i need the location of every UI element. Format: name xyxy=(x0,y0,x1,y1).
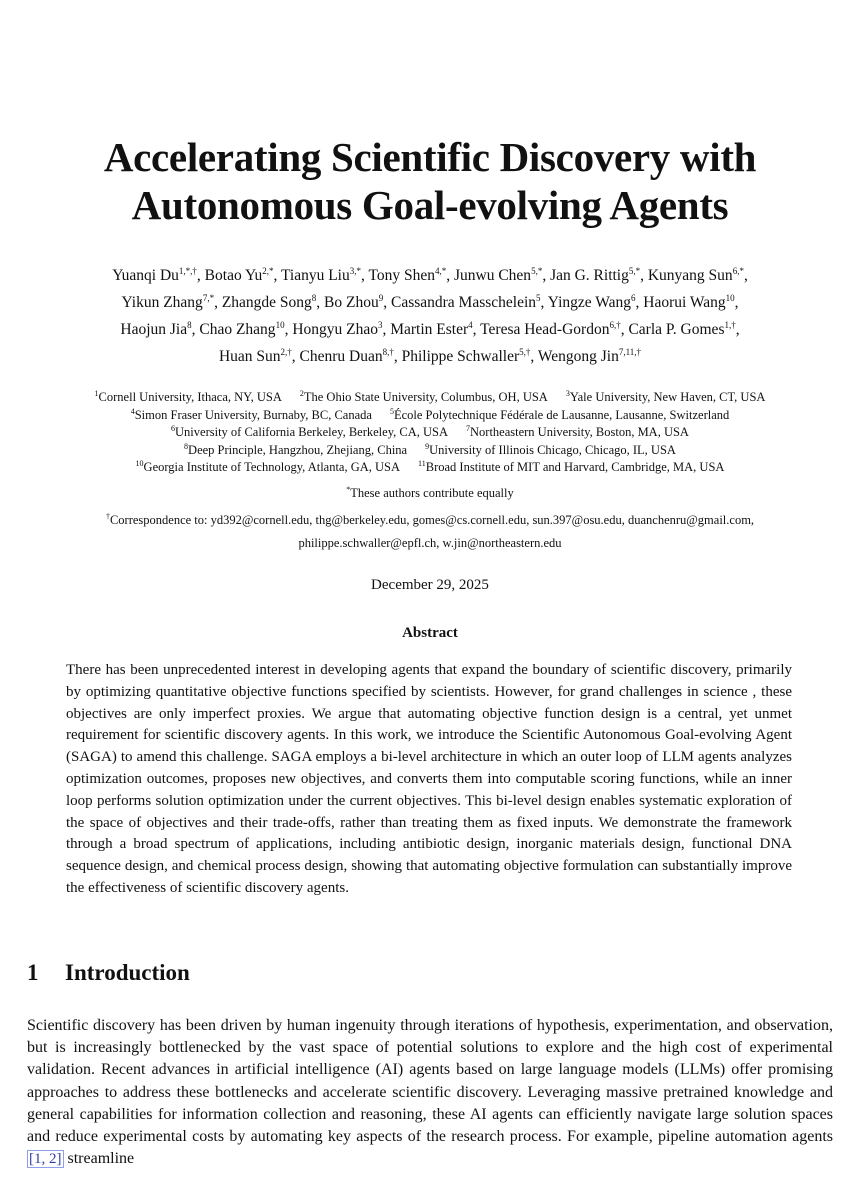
citation-2[interactable]: 2 xyxy=(49,1151,57,1168)
author-name: Hongyu Zhao xyxy=(292,321,378,338)
author-affiliation-mark: 8,† xyxy=(382,347,394,357)
author-name: Yuanqi Du xyxy=(112,267,179,284)
affiliation-number: 11 xyxy=(418,459,426,468)
affiliation-text: École Polytechnique Fédérale de Lausanne, Lausanne, Switzerland xyxy=(393,407,730,422)
author-affiliation-mark: 2,† xyxy=(280,347,292,357)
author-affiliation-mark: 6,† xyxy=(609,320,621,330)
author-name: Teresa Head-Gordon xyxy=(480,321,610,338)
abstract-heading: Abstract xyxy=(402,625,458,641)
section-heading-introduction xyxy=(27,960,190,986)
correspondence-line-1: Correspondence to: yd392@cornell.edu, thg@berkeley.edu, gomes@cs.cornell.edu, sun.397@osu.edu, duanchenru@gmail.com, xyxy=(109,513,755,527)
correspondence-line-2: philippe.schwaller@epfl.ch, w.jin@northeastern.edu xyxy=(298,536,562,550)
author-name: Chenru Duan xyxy=(299,348,383,365)
author-name: Carla P. Gomes xyxy=(628,321,725,338)
equal-contribution-mark: * xyxy=(346,485,351,494)
author-affiliation-mark: 5,* xyxy=(531,266,543,276)
author-line: Huan Sun$^{2,\dagger}$, Chenru Duan$^{8,\dagger}$, Philippe Schwaller$^{5,\dagger}$, Wengong Jin$^{7,11,\dagger}$ xyxy=(218,347,642,365)
author-affiliation-mark: 5,† xyxy=(519,347,531,357)
author-affiliation-mark: 6,* xyxy=(732,266,744,276)
author-name: Philippe Schwaller xyxy=(401,348,520,365)
author-affiliation-mark: 8 xyxy=(311,293,317,303)
affiliation-number: 3 xyxy=(565,389,570,398)
author-name: Yingze Wang xyxy=(547,294,632,311)
author-name: Zhangde Song xyxy=(221,294,312,311)
author-name: Cassandra Masschelein xyxy=(390,294,537,311)
affiliation-number: 2 xyxy=(299,389,304,398)
equal-contribution-text: These authors contribute equally xyxy=(350,486,514,500)
author-name: Chao Zhang xyxy=(199,321,276,338)
abstract-body: There has been unprecedented interest in developing agents that expand the boundary of scientific discovery, primarily by optimizing quantitative objective functions specified by scientists. However, for grand challenges in science , these objectives are only imperfect proxies. We argue that automating objective function design is a central, yet unmet requirement for scientific discovery agents. In this work, we introduce the Scientific Autonomous Goal-evolving Agent (SAGA) to amend this challenge. SAGA employs a bi-level architecture in which an outer loop of LLM agents analyzes optimization outcomes, proposes new objectives, and converts them into computable scoring functions, while an inner loop performs solution optimization under the current objectives. This bi-level design enables systematic exploration of the space of objectives and their trade-offs, rather than treating them as fixed inputs. We demonstrate the framework through a broad spectrum of applications, including antibiotic design, inorganic materials design, functional DNA sequence design, and chemical process design, showing that automating objective formulation can substantially improve the effectiveness of scientific discovery agents. xyxy=(66,662,792,896)
affiliation-text: Deep Principle, Hangzhou, Zhejiang, China xyxy=(188,442,408,457)
affiliation-number: 7 xyxy=(466,424,470,433)
author-affiliation-mark: 10 xyxy=(275,320,285,330)
affiliation-number: 9 xyxy=(425,441,430,451)
affiliation-list xyxy=(0,389,860,477)
author-name: Wengong Jin xyxy=(537,348,619,365)
affiliation-line xyxy=(0,407,860,425)
section-number: 1 xyxy=(27,960,39,985)
paper-title xyxy=(0,133,860,229)
title-line-2: Autonomous Goal-evolving Agents xyxy=(131,182,729,228)
affiliation-number: 8 xyxy=(184,441,189,451)
author-affiliation-mark: 9 xyxy=(378,293,384,303)
author-name: Junwu Chen xyxy=(453,267,532,284)
correspondence-note xyxy=(0,509,860,555)
author-affiliation-mark: 10 xyxy=(725,293,735,303)
author-line: Haojun Jia$^8$, Chao Zhang$^{10}$, Hongyu Zhao$^3$, Martin Ester$^4$, Teresa Head-Gordon$^{6,\dagger}$, Carla P. Gomes$^{1,\dagger}$, xyxy=(120,320,740,338)
affiliation-number: 1 xyxy=(94,389,99,398)
author-affiliation-mark: 5,* xyxy=(628,266,641,276)
affiliation-line xyxy=(0,442,860,460)
correspondence-mark: † xyxy=(105,512,110,521)
author-affiliation-mark: 1,*,† xyxy=(178,266,197,276)
intro-text-continued: streamline xyxy=(63,1150,135,1168)
author-affiliation-mark: 3 xyxy=(377,320,383,330)
introduction-paragraph xyxy=(27,1015,833,1170)
affiliation-text: Cornell University, Ithaca, NY, USA xyxy=(98,390,282,404)
author-affiliation-mark: 1,† xyxy=(724,320,736,330)
affiliation-line xyxy=(0,424,860,442)
affiliation-text: The Ohio State University, Columbus, OH, USA xyxy=(303,390,548,404)
affiliation-text: Broad Institute of MIT and Harvard, Cambridge, MA, USA xyxy=(425,460,725,474)
author-name: Kunyang Sun xyxy=(647,267,733,284)
author-name: Bo Zhou xyxy=(324,294,379,311)
author-affiliation-mark: 5 xyxy=(536,293,541,303)
affiliation-text: University of California Berkeley, Berkeley, CA, USA xyxy=(175,425,448,439)
author-name: Tianyu Liu xyxy=(280,267,350,284)
section-title: Introduction xyxy=(65,960,190,985)
affiliation-line xyxy=(0,459,860,477)
author-affiliation-mark: 3,* xyxy=(349,266,361,276)
affiliation-number: 4 xyxy=(130,406,135,416)
affiliation-number: 10 xyxy=(135,459,144,468)
affiliation-line xyxy=(0,389,860,407)
author-affiliation-mark: 8 xyxy=(187,320,192,330)
title-line-1: Accelerating Scientific Discovery with xyxy=(103,134,757,180)
intro-text: Scientific discovery has been driven by human ingenuity through iterations of hypothesis, experimentation, and observation, but is increasingly bottlenecked by the vast space of potential solutions to explore and the high cost of experimental validation. Recent advances in artificial intelligence (AI) agents based on large language models (LLMs) offer promising approaches to address these bottlenecks and accelerate scientific discovery. Leveraging massive pretrained knowledge and general capabilities for information collection and reasoning, these AI agents can efficiently navigate large solution spaces and reduce experimental costs by automating key aspects of the research process. For example, pipeline automation agents xyxy=(27,1017,833,1146)
affiliation-text: Yale University, New Haven, CT, USA xyxy=(569,390,766,404)
author-affiliation-mark: 7,* xyxy=(202,293,215,303)
author-name: Jan G. Rittig xyxy=(550,267,629,284)
citation-link[interactable]: [1, 2] xyxy=(29,1151,62,1168)
author-name: Huan Sun xyxy=(218,348,281,365)
author-name: Haorui Wang xyxy=(643,294,726,311)
publication-date: December 29, 2025 xyxy=(371,577,489,593)
author-line: Yuanqi $Du^{1,*,\dagger}$, Botao $Yu^{2,*}$, Tianyu Liu$^{3,*}$, Tony Shen$^{4,*}$, Junwu Chen$^{5,*}$, Jan G. Rittig$^{5,*}$, Kunyang Sun$^{6,*}$, xyxy=(112,266,748,284)
author-affiliation-mark: 2,* xyxy=(262,266,274,276)
equal-contribution-note xyxy=(0,485,860,502)
affiliation-text: Northeastern University, Boston, MA, USA xyxy=(470,425,689,439)
author-name: Yikun Zhang xyxy=(121,294,203,311)
citation-1[interactable]: 1 xyxy=(34,1151,42,1168)
author-list xyxy=(20,262,840,370)
author-name: Martin Ester xyxy=(390,321,469,338)
author-name: Botao Yu xyxy=(204,267,263,284)
affiliation-number: 6 xyxy=(171,424,176,433)
author-affiliation-mark: 4 xyxy=(468,320,473,330)
author-name: Haojun Jia xyxy=(120,321,188,338)
author-name: Tony Shen xyxy=(368,267,435,284)
affiliation-number: 5 xyxy=(389,406,394,416)
author-affiliation-mark: 4,* xyxy=(434,266,447,276)
affiliation-text: University of Illinois Chicago, Chicago, IL, USA xyxy=(429,442,676,457)
affiliation-text: Simon Fraser University, Burnaby, BC, Canada xyxy=(134,407,372,422)
affiliation-text: Georgia Institute of Technology, Atlanta, GA, USA xyxy=(143,460,401,474)
author-line: Yikun Zhang$^{7,*}$, Zhangde Song$^8$, Bo Zhou$^9$, Cassandra Masschelein$^5$, Yingze Wang$^6$, Haorui Wang$^{10}$, xyxy=(121,293,739,311)
author-affiliation-mark: 7,11,† xyxy=(618,347,642,357)
author-affiliation-mark: 6 xyxy=(631,293,636,303)
